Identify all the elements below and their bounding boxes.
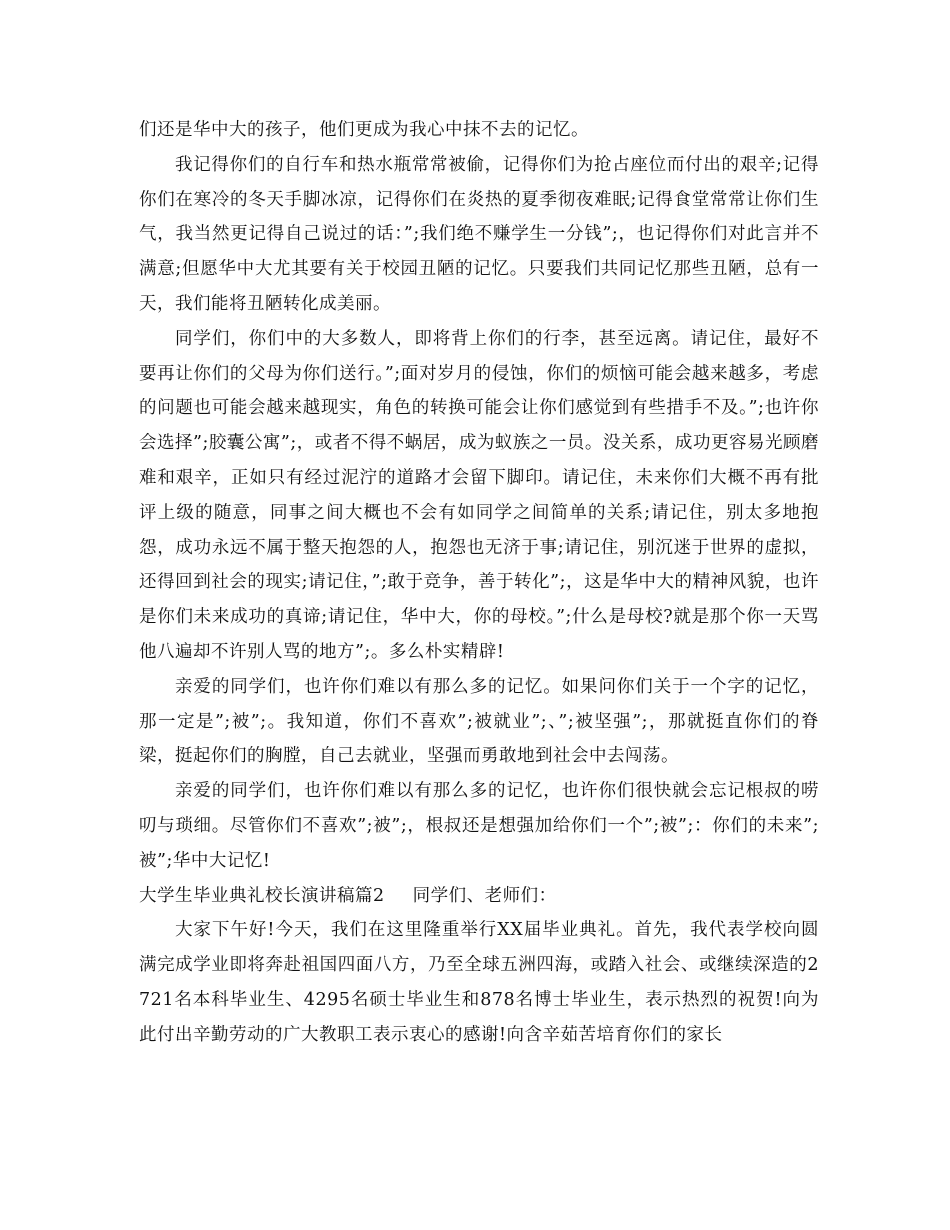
paragraph-remember: 同学们，你们中的大多数人，即将背上你们的行李，甚至远离。请记住，最好不要再让你们的父母为你们送行。”;面对岁月的侵蚀，你们的烦恼可能会越来越多，考虑的问题也可能会越来越现实，角色的转换可能会让你们感觉到有些措手不及。”;也许你会选择”;胶囊公寓”;，或者不得不蜗居，成为蚁族之一员。没关系，成功更容易光顾磨难和艰辛，正如只有经过泥泞的道路才会留下脚印。请记住，未来你们大概不再有批评上级的随意，同事之间大概也不会有如同学之间简单的关系;请记住，别太多地抱怨，成功永远不属于整天抱怨的人，抱怨也无济于事;请记住，别沉迷于世界的虚拟，还得回到社会的现实;请记住，”;敢于竞争，善于转化”;，这是华中大的精神风貌，也许是你们未来成功的真谛;请记住，华中大，你的母校。”;什么是母校?就是那个你一天骂他八遍却不许别人骂的地方”;。多么朴实精辟! [139, 328, 819, 662]
paragraph-greeting: 大家下午好!今天，我们在这里隆重举行XX届毕业典礼。首先，我代表学校向圆满完成学业即将奔赴祖国四面八方，乃至全球五洲四海，或踏入社会、或继续深造的2721名本科毕业生、4295名硕士毕业生和878名博士毕业生，表示热烈的祝贺!向为此付出辛勤劳动的广大教职工表示衷心的感谢!向含辛茹苦培育你们的家长 [139, 920, 819, 1045]
speech-salutation: 同学们、老师们： [412, 885, 557, 906]
paragraph-memories: 我记得你们的自行车和热水瓶常常被偷，记得你们为抢占座位而付出的艰辛;记得你们在寒冷的冬天手脚冰凉，记得你们在炎热的夏季彻夜难眠;记得食堂常常让你们生气，我当然更记得自己说过的话：”;我们绝不赚学生一分钱”;，也记得你们对此言并不满意;但愿华中大尤其要有关于校园丑陋的记忆。只要我们共同记忆那些丑陋，总有一天，我们能将丑陋转化成美丽。 [139, 154, 819, 314]
speech-heading [139, 879, 819, 914]
paragraph-continuation: 们还是华中大的孩子，他们更成为我心中抹不去的记忆。 [139, 120, 589, 140]
speech-title: 大学生毕业典礼校长演讲稿篇2 [139, 885, 385, 906]
paragraph-future: 亲爱的同学们，也许你们难以有那么多的记忆，也许你们很快就会忘记根叔的唠叨与琐细。尽管你们不喜欢”;被”;，根叔还是想强加给你们一个”;被”;：你们的未来”;被”;华中大记忆! [139, 781, 819, 871]
document-body [139, 113, 819, 1053]
paragraph-bei: 亲爱的同学们，也许你们难以有那么多的记忆。如果问你们关于一个字的记忆，那一定是”;被”;。我知道，你们不喜欢”;被就业”;、”;被坚强”;，那就挺直你们的脊梁，挺起你们的胸膛，自己去就业，坚强而勇敢地到社会中去闯荡。 [139, 676, 819, 767]
